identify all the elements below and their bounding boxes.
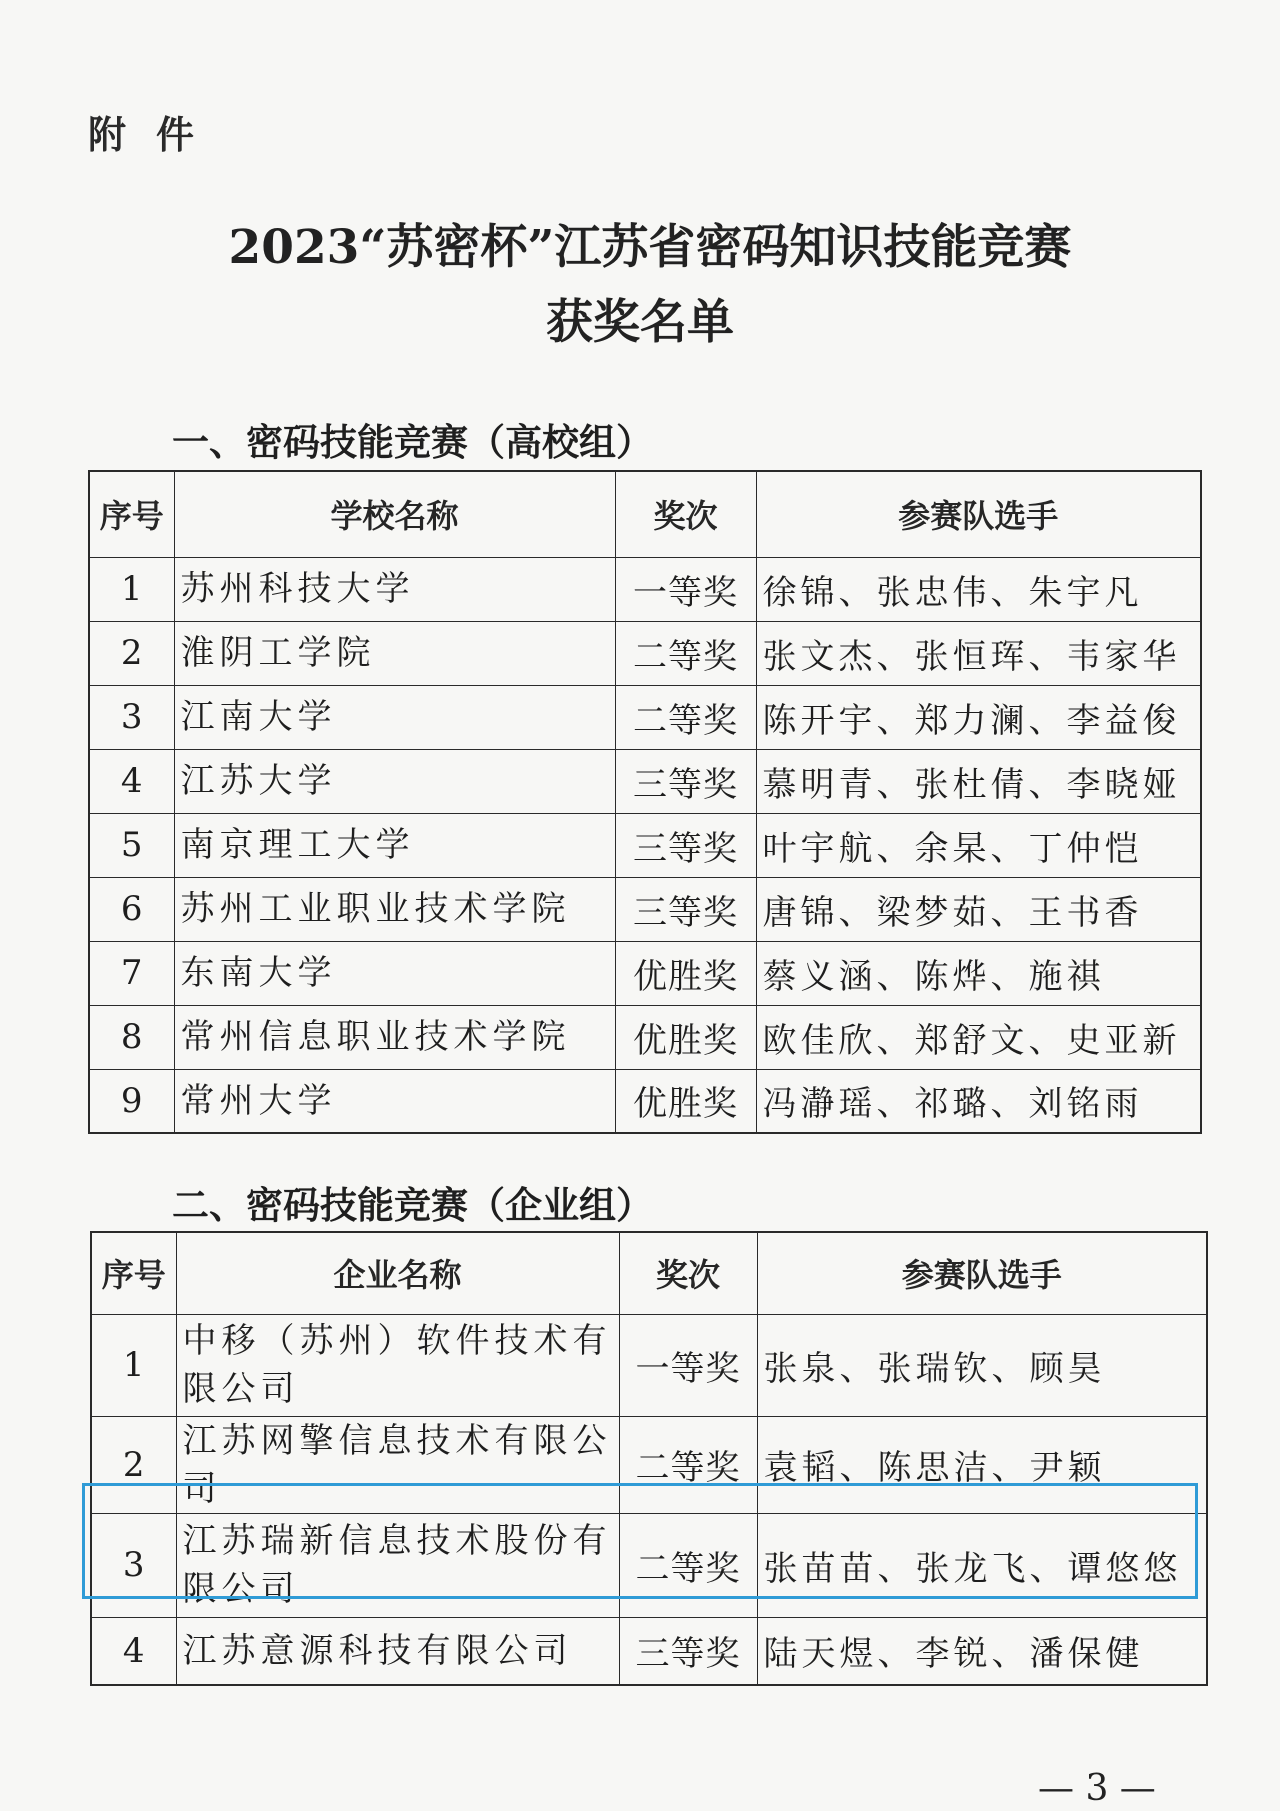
table-row bbox=[89, 1069, 1201, 1133]
award-level: 二等奖 bbox=[615, 621, 756, 685]
team-players: 唐锦、梁梦茹、王书香 bbox=[756, 877, 1201, 941]
row-no: 3 bbox=[91, 1513, 176, 1617]
table-row bbox=[89, 877, 1201, 941]
table-row bbox=[89, 621, 1201, 685]
award-level: 一等奖 bbox=[615, 557, 756, 621]
team-players: 张苗苗、张龙飞、谭悠悠 bbox=[757, 1513, 1207, 1617]
table-row bbox=[91, 1314, 1207, 1416]
row-no: 1 bbox=[91, 1314, 176, 1416]
row-no: 7 bbox=[89, 941, 174, 1005]
team-players: 欧佳欣、郑舒文、史亚新 bbox=[756, 1005, 1201, 1069]
team-players: 冯瀞瑶、祁璐、刘铭雨 bbox=[756, 1069, 1201, 1133]
school-name: 常州信息职业技术学院 bbox=[174, 1005, 615, 1069]
table-row bbox=[91, 1617, 1207, 1685]
header-players: 参赛队选手 bbox=[757, 1232, 1207, 1314]
table-row bbox=[89, 813, 1201, 877]
award-level: 二等奖 bbox=[615, 685, 756, 749]
header-enterprise-name: 企业名称 bbox=[176, 1232, 619, 1314]
award-level: 优胜奖 bbox=[615, 1005, 756, 1069]
award-level: 一等奖 bbox=[619, 1314, 757, 1416]
award-level: 二等奖 bbox=[619, 1513, 757, 1617]
award-level: 优胜奖 bbox=[615, 1069, 756, 1133]
table-row bbox=[89, 749, 1201, 813]
award-level: 三等奖 bbox=[619, 1617, 757, 1685]
attachment-label: 附件 bbox=[88, 113, 225, 157]
table-header-row bbox=[91, 1232, 1207, 1314]
table-row bbox=[89, 685, 1201, 749]
team-players: 蔡义涵、陈烨、施祺 bbox=[756, 941, 1201, 1005]
row-no: 5 bbox=[89, 813, 174, 877]
team-players: 张文杰、张恒珲、韦家华 bbox=[756, 621, 1201, 685]
header-award: 奖次 bbox=[619, 1232, 757, 1314]
table-row bbox=[89, 941, 1201, 1005]
header-school-name: 学校名称 bbox=[174, 471, 615, 557]
school-name: 江南大学 bbox=[174, 685, 615, 749]
school-name: 苏州科技大学 bbox=[174, 557, 615, 621]
row-no: 4 bbox=[89, 749, 174, 813]
team-players: 陆天煜、李锐、潘保健 bbox=[757, 1617, 1207, 1685]
page-number: — 3 — bbox=[1038, 1768, 1156, 1809]
enterprise-name: 江苏意源科技有限公司 bbox=[176, 1617, 619, 1685]
school-name: 南京理工大学 bbox=[174, 813, 615, 877]
enterprise-name: 中移（苏州）软件技术有限公司 bbox=[176, 1314, 619, 1416]
school-name: 东南大学 bbox=[174, 941, 615, 1005]
table-header-row bbox=[89, 471, 1201, 557]
enterprise-name: 江苏网擎信息技术有限公司 bbox=[176, 1416, 619, 1513]
row-no: 9 bbox=[89, 1069, 174, 1133]
row-no: 4 bbox=[91, 1617, 176, 1685]
award-level: 三等奖 bbox=[615, 877, 756, 941]
university-award-table bbox=[88, 470, 1202, 1134]
row-no: 2 bbox=[91, 1416, 176, 1513]
row-no: 1 bbox=[89, 557, 174, 621]
row-no: 8 bbox=[89, 1005, 174, 1069]
document-title-line1: 2023“苏密杯”江苏省密码知识技能竞赛 bbox=[228, 220, 1072, 275]
school-name: 淮阴工学院 bbox=[174, 621, 615, 685]
table-row bbox=[89, 557, 1201, 621]
school-name: 苏州工业职业技术学院 bbox=[174, 877, 615, 941]
header-no: 序号 bbox=[89, 471, 174, 557]
enterprise-award-table bbox=[90, 1231, 1208, 1686]
row-no: 6 bbox=[89, 877, 174, 941]
header-no: 序号 bbox=[91, 1232, 176, 1314]
school-name: 江苏大学 bbox=[174, 749, 615, 813]
team-players: 慕明青、张杜倩、李晓娅 bbox=[756, 749, 1201, 813]
section2-heading: 二、密码技能竞赛（企业组） bbox=[172, 1184, 653, 1227]
team-players: 袁韬、陈思洁、尹颖 bbox=[757, 1416, 1207, 1513]
document-title-line2: 获奖名单 bbox=[546, 295, 734, 350]
row-no: 3 bbox=[89, 685, 174, 749]
enterprise-name: 江苏瑞新信息技术股份有限公司 bbox=[176, 1513, 619, 1617]
award-level: 优胜奖 bbox=[615, 941, 756, 1005]
school-name: 常州大学 bbox=[174, 1069, 615, 1133]
header-award: 奖次 bbox=[615, 471, 756, 557]
table-row bbox=[89, 1005, 1201, 1069]
table-row bbox=[91, 1416, 1207, 1513]
section1-heading: 一、密码技能竞赛（高校组） bbox=[172, 421, 653, 464]
row-no: 2 bbox=[89, 621, 174, 685]
team-players: 徐锦、张忠伟、朱宇凡 bbox=[756, 557, 1201, 621]
award-level: 三等奖 bbox=[615, 749, 756, 813]
team-players: 张泉、张瑞钦、顾昊 bbox=[757, 1314, 1207, 1416]
table-row bbox=[91, 1513, 1207, 1617]
team-players: 陈开宇、郑力澜、李益俊 bbox=[756, 685, 1201, 749]
team-players: 叶宇航、余杲、丁仲恺 bbox=[756, 813, 1201, 877]
header-players: 参赛队选手 bbox=[756, 471, 1201, 557]
award-level: 三等奖 bbox=[615, 813, 756, 877]
award-level: 二等奖 bbox=[619, 1416, 757, 1513]
